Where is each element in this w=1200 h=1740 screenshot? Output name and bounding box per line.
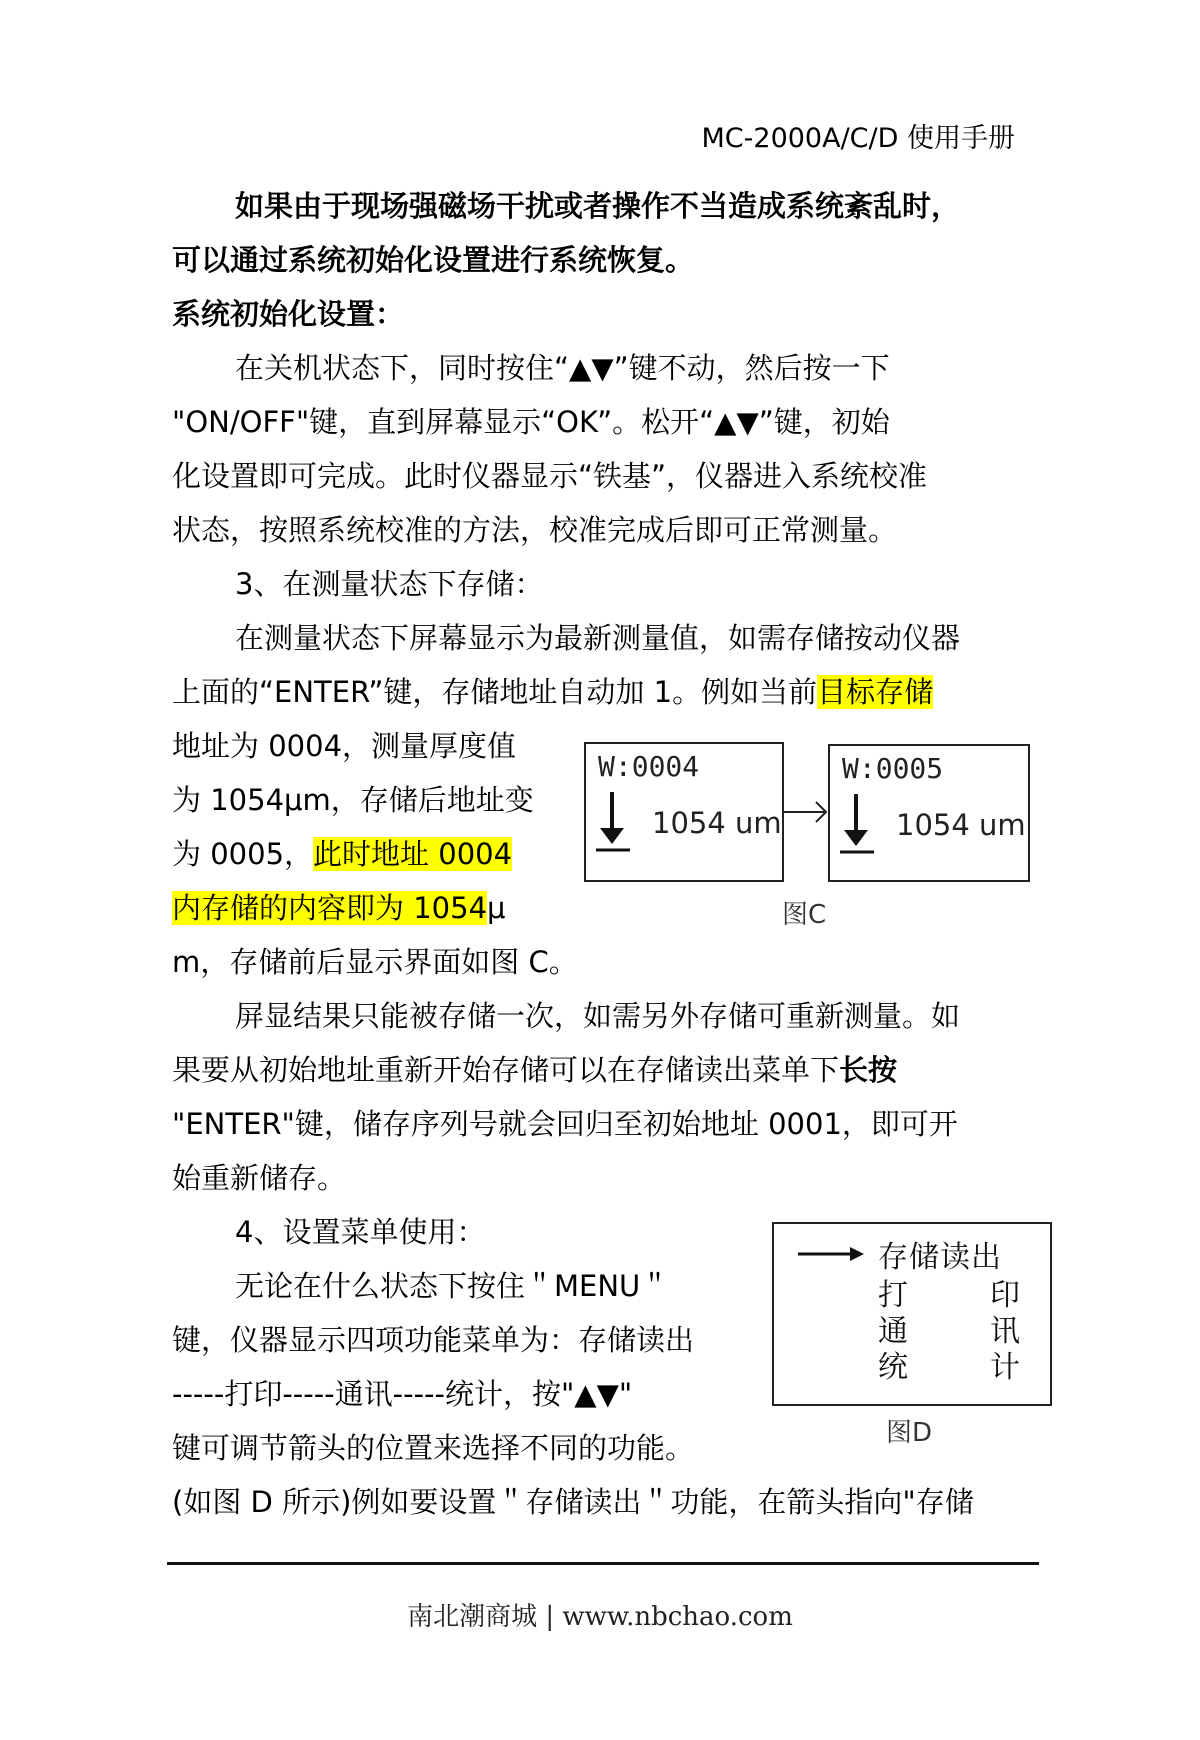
arrow-down-icon bbox=[596, 792, 630, 854]
section4-line-3: -----打印-----通讯-----统计，按"▲▼" bbox=[172, 1377, 633, 1411]
highlight-target-storage: 目标存储 bbox=[817, 675, 934, 709]
para2-line-3: "ENTER"键，储存序列号就会回归至初始地址 0001，即可开 bbox=[172, 1107, 958, 1141]
lcd-before-value: 1054 um bbox=[652, 806, 782, 840]
section3-heading: 3、在测量状态下存储： bbox=[235, 567, 544, 601]
arrow-right-icon bbox=[782, 800, 828, 824]
section3-line-6-text: μ bbox=[487, 891, 506, 925]
figure-d bbox=[772, 1222, 1052, 1452]
menu-item-storage-read: 存储读出 bbox=[878, 1240, 1002, 1275]
section4-line-2: 键，仪器显示四项功能菜单为：存储读出 bbox=[172, 1323, 695, 1357]
menu-item-comm-left: 通 bbox=[878, 1314, 908, 1349]
init-line-3: 化设置即可完成。此时仪器显示“铁基”，仪器进入系统校准 bbox=[172, 459, 928, 493]
lcd-after-value: 1054 um bbox=[896, 808, 1026, 842]
long-press-bold: 长按 bbox=[839, 1053, 898, 1087]
figure-c bbox=[582, 740, 1042, 940]
section3-line-6 bbox=[172, 888, 505, 928]
figure-d-caption: 图D bbox=[886, 1418, 933, 1448]
para2-line-2 bbox=[172, 1050, 897, 1090]
section4-line-1: 无论在什么状态下按住＂MENU＂ bbox=[235, 1269, 670, 1303]
menu-item-print-right: 印 bbox=[990, 1278, 1020, 1313]
section3-line-2-text: 上面的“ENTER”键，存储地址自动加 1。例如当前 bbox=[172, 675, 818, 709]
init-line-1: 在关机状态下，同时按住“▲▼”键不动，然后按一下 bbox=[235, 351, 890, 385]
lcd-before-address: W:0004 bbox=[598, 750, 700, 783]
section3-line-4: 为 1054μm，存储后地址变 bbox=[172, 783, 534, 817]
para2-line-2-text: 果要从初始地址重新开始存储可以在存储读出菜单下 bbox=[172, 1053, 840, 1087]
section3-line-5 bbox=[172, 834, 512, 874]
section3-line-5-text: 为 0005， bbox=[172, 837, 314, 871]
section3-line-3: 地址为 0004，测量厚度值 bbox=[172, 729, 517, 763]
lcd-after-address: W:0005 bbox=[842, 752, 944, 785]
intro-line-2: 可以通过系统初始化设置进行系统恢复。 bbox=[172, 243, 695, 277]
menu-lcd bbox=[772, 1222, 1052, 1406]
section4-line-5: (如图 D 所示)例如要设置＂存储读出＂功能，在箭头指向"存储 bbox=[172, 1485, 974, 1519]
para2-line-1: 屏显结果只能被存储一次，如需另外存储可重新测量。如 bbox=[235, 999, 961, 1033]
lcd-after bbox=[828, 744, 1030, 882]
page-header: MC-2000A/C/D 使用手册 bbox=[701, 123, 1015, 154]
highlight-address: 此时地址 0004 bbox=[313, 837, 513, 871]
section3-line-7: m，存储前后显示界面如图 C。 bbox=[172, 945, 578, 979]
para2-line-4: 始重新储存。 bbox=[172, 1161, 347, 1195]
page-footer: 南北潮商城 | www.nbchao.com bbox=[407, 1602, 793, 1632]
intro-line-1: 如果由于现场强磁场干扰或者操作不当造成系统紊乱时， bbox=[235, 189, 961, 223]
section4-heading: 4、设置菜单使用： bbox=[235, 1215, 486, 1249]
menu-item-stats-right: 计 bbox=[990, 1350, 1020, 1385]
section4-line-4: 键可调节箭头的位置来选择不同的功能。 bbox=[172, 1431, 695, 1465]
init-line-2: "ON/OFF"键，直到屏幕显示“OK”。松开“▲▼”键，初始 bbox=[172, 405, 890, 439]
menu-pointer-arrow-icon bbox=[798, 1244, 866, 1264]
section3-line-2 bbox=[172, 672, 933, 712]
figure-c-caption: 图C bbox=[782, 900, 827, 930]
lcd-before bbox=[584, 742, 784, 882]
menu-item-stats-left: 统 bbox=[878, 1350, 908, 1385]
arrow-down-icon bbox=[840, 794, 874, 856]
init-line-4: 状态，按照系统校准的方法，校准完成后即可正常测量。 bbox=[172, 513, 898, 547]
highlight-content: 内存储的内容即为 1054 bbox=[172, 891, 488, 925]
footer-divider bbox=[167, 1562, 1039, 1565]
section3-line-1: 在测量状态下屏幕显示为最新测量值，如需存储按动仪器 bbox=[235, 621, 961, 655]
init-heading: 系统初始化设置： bbox=[172, 297, 405, 331]
menu-item-comm-right: 讯 bbox=[990, 1314, 1020, 1349]
menu-item-print-left: 打 bbox=[878, 1278, 908, 1313]
